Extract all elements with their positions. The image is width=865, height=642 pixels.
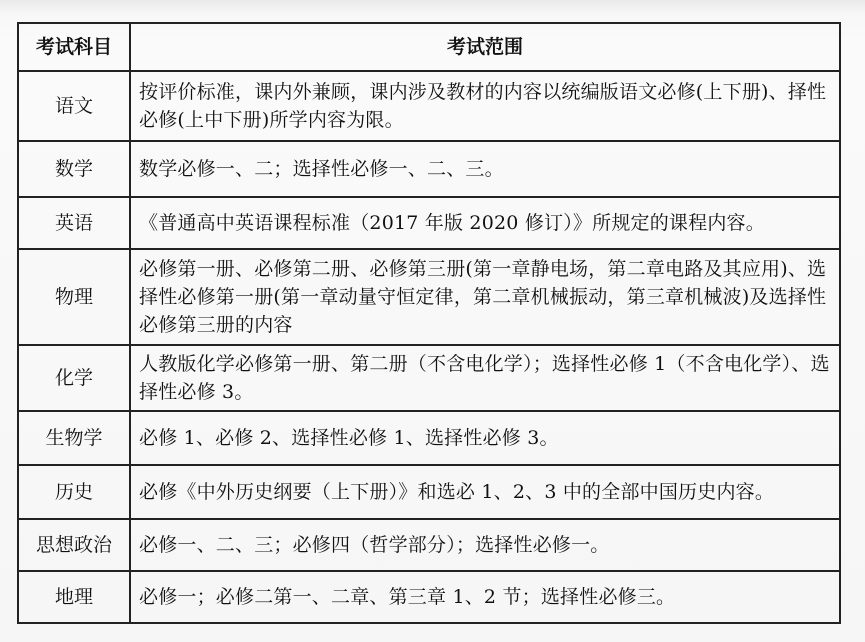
exam-scope-table xyxy=(17,22,841,624)
table-row xyxy=(18,249,840,345)
scope-cell: 《普通高中英语课程标准（2017 年版 2020 修订）》所规定的课程内容。 xyxy=(130,197,840,249)
table-row xyxy=(18,571,840,623)
table-row xyxy=(18,519,840,571)
subject-cell: 语文 xyxy=(18,71,130,141)
scope-cell: 必修一、二、三；必修四（哲学部分）；选择性必修一。 xyxy=(130,519,840,571)
scope-cell: 人教版化学必修第一册、第二册（不含电化学）；选择性必修 1（不含电化学）、选择性必修 3。 xyxy=(130,345,840,411)
subject-cell: 化学 xyxy=(18,345,130,411)
header-scope: 考试范围 xyxy=(130,23,840,71)
table-row xyxy=(18,197,840,249)
scope-cell: 必修一；必修二第一、二章、第三章 1、2 节；选择性必修三。 xyxy=(130,571,840,623)
scope-cell: 必修《中外历史纲要（上下册）》和选必 1、2、3 中的全部中国历史内容。 xyxy=(130,465,840,519)
table-row xyxy=(18,71,840,141)
subject-cell: 历史 xyxy=(18,465,130,519)
subject-cell: 地理 xyxy=(18,571,130,623)
table-row xyxy=(18,345,840,411)
scope-cell: 按评价标准，课内外兼顾，课内涉及教材的内容以统编版语文必修(上下册)、择性必修(上中下册)所学内容为限。 xyxy=(130,71,840,141)
subject-cell: 英语 xyxy=(18,197,130,249)
table-row xyxy=(18,411,840,465)
scope-cell: 数学必修一、二；选择性必修一、二、三。 xyxy=(130,141,840,197)
table-row xyxy=(18,141,840,197)
subject-cell: 物理 xyxy=(18,249,130,345)
table-row xyxy=(18,465,840,519)
subject-cell: 数学 xyxy=(18,141,130,197)
subject-cell: 思想政治 xyxy=(18,519,130,571)
header-subject: 考试科目 xyxy=(18,23,130,71)
subject-cell: 生物学 xyxy=(18,411,130,465)
scope-cell: 必修 1、必修 2、选择性必修 1、选择性必修 3。 xyxy=(130,411,840,465)
table-header-row xyxy=(18,23,840,71)
scope-cell: 必修第一册、必修第二册、必修第三册(第一章静电场，第二章电路及其应用)、选择性必修第一册(第一章动量守恒定律，第二章机械振动，第三章机械波)及选择性必修第三册的内容 xyxy=(130,249,840,345)
